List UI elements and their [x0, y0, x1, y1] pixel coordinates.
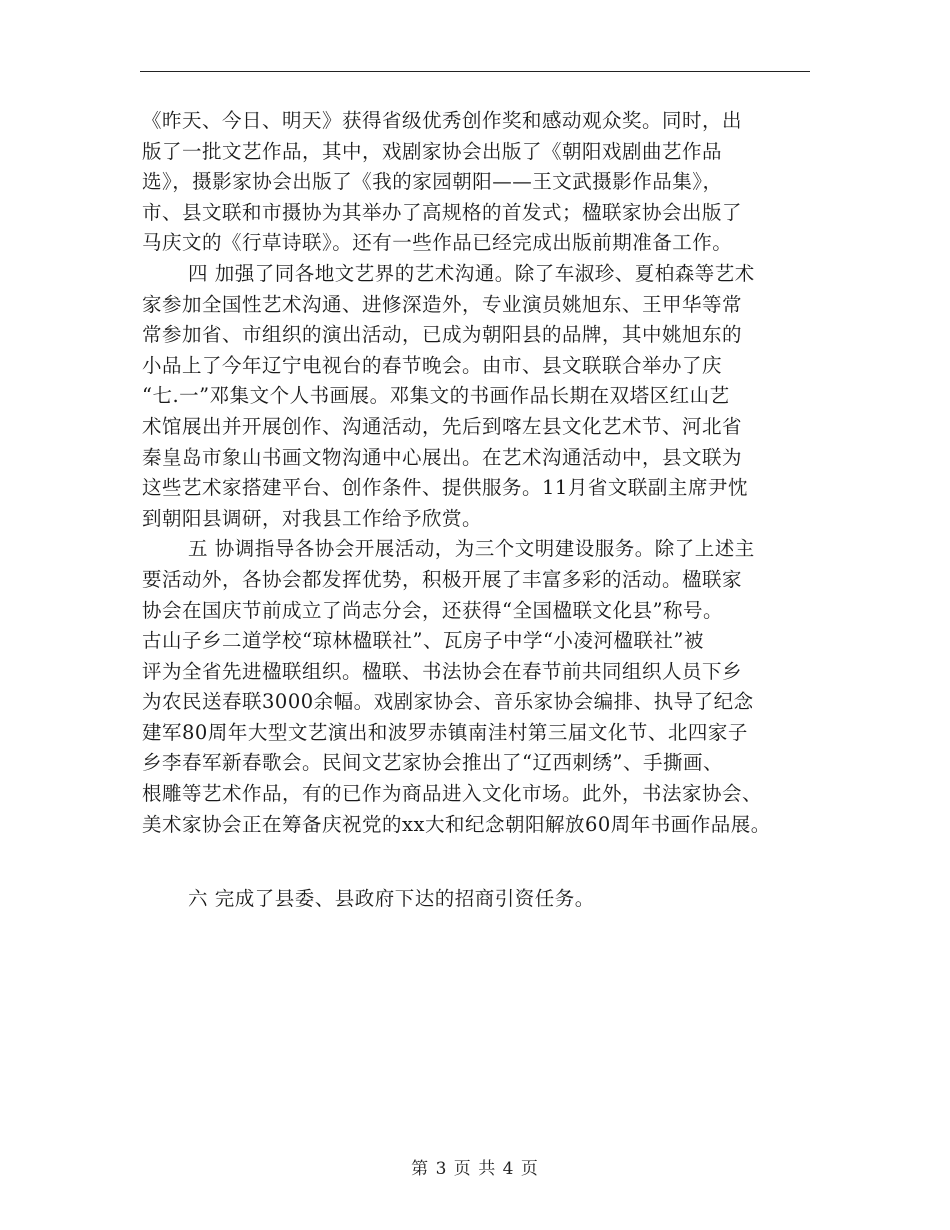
body-line: 版了一批文艺作品，其中，戏剧家协会出版了《朝阳戏剧曲艺作品	[142, 139, 723, 163]
body-line: 家参加全国性艺术沟通、进修深造外，专业演员姚旭东、王甲华等常	[142, 292, 743, 316]
paragraph-six: 六 完成了县委、县政府下达的招商引资任务。	[188, 887, 595, 911]
body-line: 美术家协会正在筹备庆祝党的xx大和纪念朝阳解放60周年书画作品展。	[142, 812, 771, 836]
body-line: 协会在国庆节前成立了尚志分会，还获得“全国楹联文化县”称号。	[142, 598, 723, 622]
body-line: 评为全省先进楹联组织。楹联、书法协会在春节前共同组织人员下乡	[142, 659, 743, 683]
body-line: 要活动外，各协会都发挥优势，积极开展了丰富多彩的活动。楹联家	[142, 567, 743, 591]
body-line: 到朝阳县调研，对我县工作给予欣赏。	[142, 506, 483, 530]
header-rule	[140, 71, 810, 72]
body-line: 术馆展出并开展创作、沟通活动，先后到喀左县文化艺术节、河北省	[142, 414, 743, 438]
body-line: 古山子乡二道学校“琼林楹联社”、瓦房子中学“小凌河楹联社”被	[142, 629, 704, 653]
page-footer: 第 3 页 共 4 页	[411, 1159, 539, 1179]
paragraph-four-start: 四 加强了同各地文艺界的艺术沟通。除了车淑珍、夏柏森等艺术	[188, 261, 755, 285]
body-line: 这些艺术家搭建平台、创作条件、提供服务。11月省文联副主席尹忱	[142, 476, 748, 500]
body-line: 马庆文的《行草诗联》。还有一些作品已经完成出版前期准备工作。	[142, 231, 733, 255]
body-line: 秦皇岛市象山书画文物沟通中心展出。在艺术沟通活动中，县文联为	[142, 445, 743, 469]
paragraph-five-start: 五 协调指导各协会开展活动，为三个文明建设服务。除了上述主	[188, 537, 755, 561]
body-line: 《昨天、今日、明天》获得省级优秀创作奖和感动观众奖。同时，出	[142, 109, 743, 132]
body-line: 选》，摄影家协会出版了《我的家园朝阳——王文武摄影作品集》，	[142, 170, 723, 194]
body-line: 市、县文联和市摄协为其举办了高规格的首发式；楹联家协会出版了	[142, 200, 743, 224]
body-line: 小品上了今年辽宁电视台的春节晚会。由市、县文联联合举办了庆	[142, 353, 723, 377]
body-line: 常参加省、市组织的演出活动，已成为朝阳县的品牌，其中姚旭东的	[142, 323, 743, 347]
body-line: “七.一”邓集文个人书画展。邓集文的书画作品长期在双塔区红山艺	[142, 384, 730, 408]
body-line: 为农民送春联3000余幅。戏剧家协会、音乐家协会编排、执导了纪念	[142, 690, 754, 714]
body-line: 根雕等艺术作品，有的已作为商品进入文化市场。此外，书法家协会、	[142, 782, 763, 806]
document-body	[142, 106, 832, 915]
paragraph-gap	[142, 840, 832, 884]
body-line: 建军80周年大型文艺演出和波罗赤镇南洼村第三届文化节、北四家子	[142, 720, 748, 744]
body-line: 乡李春军新春歌会。民间文艺家协会推出了“辽西刺绣”、手撕画、	[142, 751, 723, 775]
